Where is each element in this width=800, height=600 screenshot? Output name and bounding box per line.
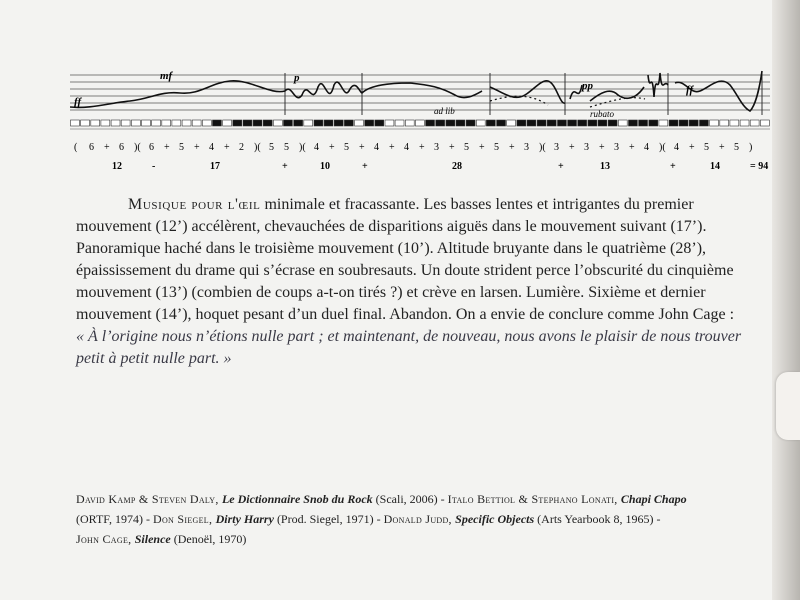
duration-block [689, 120, 698, 126]
reference-line-3: John Cage, Silence (Denoël, 1970) [76, 532, 247, 546]
duration-block [710, 120, 719, 126]
count-token: 3 [554, 142, 559, 153]
count-token: 4 [209, 142, 214, 153]
duration-block [223, 120, 232, 126]
duration-block [294, 120, 303, 126]
duration-block [263, 120, 272, 126]
duration-block [182, 120, 191, 126]
duration-block [304, 120, 313, 126]
count-token: + [104, 142, 110, 153]
reference-line-1: David Kamp & Steven Daly, Le Dictionnaire Snob du Rock (Scali, 2006) - Italo Bettiol & Stephano Lonati, Chapi Chapo [76, 492, 687, 506]
duration-blocks [71, 120, 770, 126]
duration-block [568, 120, 577, 126]
duration-block [740, 120, 749, 126]
duration-block [385, 120, 394, 126]
dynamic-pp: pp [582, 80, 593, 92]
duration-block [172, 120, 181, 126]
count-token: + [164, 142, 170, 153]
duration-block [588, 120, 597, 126]
count-total: 10 [320, 161, 330, 172]
duration-block [679, 120, 688, 126]
count-token: 4 [314, 142, 319, 153]
duration-block [669, 120, 678, 126]
count-token: + [389, 142, 395, 153]
count-token: 3 [584, 142, 589, 153]
count-token: 2 [239, 142, 244, 153]
duration-block [284, 120, 293, 126]
count-token: 3 [434, 142, 439, 153]
duration-block [507, 120, 516, 126]
count-token: + [224, 142, 230, 153]
count-token: + [479, 142, 485, 153]
duration-block [750, 120, 759, 126]
duration-block [629, 120, 638, 126]
count-total: - [152, 161, 156, 172]
count-token: 4 [404, 142, 409, 153]
ref-title-chapi-chapo: Chapi Chapo [620, 492, 687, 506]
count-total: 17 [210, 161, 220, 172]
count-token: )( [299, 142, 306, 153]
direction-rubato: rubato [590, 109, 615, 119]
count-token: )( [539, 142, 546, 153]
count-token: )( [254, 142, 261, 153]
paragraph-line-4: épaississement du drame qui s’écrase en soubresauts. Un doute strident perce l’obscurité du cinquième [76, 262, 734, 279]
duration-block [547, 120, 556, 126]
reference-line-2: (ORTF, 1974) - Don Siegel, Dirty Harry (Prod. Siegel, 1971) - Donald Judd, Specific Objects (Arts Yearbook 8, 1965) - [76, 512, 661, 526]
count-token: + [689, 142, 695, 153]
count-token: + [329, 142, 335, 153]
lead-caps: Musique pour l'œil [128, 196, 261, 213]
duration-block [243, 120, 252, 126]
duration-block [598, 120, 607, 126]
count-token: )( [659, 142, 666, 153]
count-token: ( [74, 142, 78, 153]
duration-block [720, 120, 729, 126]
paragraph-line-1: Musique pour l'œil minimale et fracassante. Les basses lentes et intrigantes du premier [128, 196, 694, 213]
ref-title-dirty-harry: Dirty Harry [215, 512, 274, 526]
ref-title-specific-objects: Specific Objects [455, 512, 535, 526]
duration-block [142, 120, 151, 126]
count-token: 5 [704, 142, 709, 153]
duration-block [375, 120, 384, 126]
duration-block [537, 120, 546, 126]
duration-block [81, 120, 90, 126]
duration-block [415, 120, 424, 126]
duration-block [152, 120, 161, 126]
duration-block [497, 120, 506, 126]
duration-block [324, 120, 333, 126]
count-token: + [629, 142, 635, 153]
paragraph-line-3: Panoramique haché dans le troisième mouvement (10’). Altitude bruyante dans le quatrième (28’), [76, 240, 707, 257]
count-token: 5 [284, 142, 289, 153]
duration-block [700, 120, 709, 126]
count-row-bottom [112, 161, 768, 172]
duration-block [527, 120, 536, 126]
duration-block [162, 120, 171, 126]
count-token: + [719, 142, 725, 153]
duration-block [558, 120, 567, 126]
duration-block [344, 120, 353, 126]
duration-block [253, 120, 262, 126]
count-token: 5 [734, 142, 739, 153]
count-total: = 94 [750, 161, 769, 172]
dynamic-mf: mf [160, 70, 173, 82]
page-tab [776, 372, 800, 440]
count-token: + [509, 142, 515, 153]
duration-block [659, 120, 668, 126]
count-token: 5 [494, 142, 499, 153]
duration-block [233, 120, 242, 126]
count-token: 5 [269, 142, 274, 153]
duration-block [476, 120, 485, 126]
duration-block [446, 120, 455, 126]
count-total: 28 [452, 161, 462, 172]
count-total: + [558, 161, 564, 172]
duration-block [202, 120, 211, 126]
dynamic-ff-1: ff [74, 96, 82, 108]
duration-block [730, 120, 739, 126]
count-token: 4 [374, 142, 379, 153]
dynamic-ff-2: ff [686, 84, 694, 96]
graphic-score [70, 65, 770, 185]
ref-title-silence: Silence [134, 532, 171, 546]
duration-block [273, 120, 282, 126]
dynamic-p: p [294, 72, 300, 84]
duration-block [608, 120, 617, 126]
duration-block [578, 120, 587, 126]
count-token: 5 [464, 142, 469, 153]
count-token: )( [134, 142, 141, 153]
duration-block [71, 120, 80, 126]
duration-block [395, 120, 404, 126]
paragraph-line-5: mouvement (13’) (combien de coups a-t-on tirés ?) et crève en larsen. Lumière. Sixième et dernier [76, 284, 706, 301]
ref-title-dictionnaire: Le Dictionnaire Snob du Rock [221, 492, 373, 506]
count-token: 5 [344, 142, 349, 153]
duration-block [618, 120, 627, 126]
duration-block [486, 120, 495, 126]
count-token: + [599, 142, 605, 153]
duration-block [101, 120, 110, 126]
duration-block [466, 120, 475, 126]
duration-block [355, 120, 364, 126]
count-total: 12 [112, 161, 122, 172]
count-total: + [282, 161, 288, 172]
page-edge [772, 0, 800, 600]
paragraph-line-6: mouvement (14’), hoquet pesant d’un duel final. Abandon. On a envie de conclure comme John Cage : [76, 306, 735, 323]
duration-block [517, 120, 526, 126]
count-total: + [362, 161, 368, 172]
duration-block [111, 120, 120, 126]
duration-block [436, 120, 445, 126]
waveform-line [70, 71, 762, 111]
duration-block [456, 120, 465, 126]
duration-block [314, 120, 323, 126]
duration-block [405, 120, 414, 126]
count-token: + [194, 142, 200, 153]
duration-block [121, 120, 130, 126]
count-token: 3 [614, 142, 619, 153]
count-token: + [449, 142, 455, 153]
count-token: 4 [644, 142, 649, 153]
duration-block [649, 120, 658, 126]
duration-block [639, 120, 648, 126]
count-total: + [670, 161, 676, 172]
duration-block [213, 120, 222, 126]
count-total: 13 [600, 161, 610, 172]
duration-block [91, 120, 100, 126]
count-token: + [569, 142, 575, 153]
count-token: 6 [119, 142, 124, 153]
count-token: 6 [89, 142, 94, 153]
duration-block [192, 120, 201, 126]
count-row-top [74, 142, 752, 153]
cage-quote-line-1: « À l’origine nous n’étions nulle part ; et maintenant, de nouveau, nous avons le plaisir de nous trouver [76, 328, 742, 345]
count-token: 3 [524, 142, 529, 153]
cage-quote-line-2: petit à petit nulle part. » [76, 350, 232, 367]
duration-block [131, 120, 140, 126]
count-token: 4 [674, 142, 679, 153]
duration-block [334, 120, 343, 126]
duration-block [365, 120, 374, 126]
duration-block [426, 120, 435, 126]
count-token: + [359, 142, 365, 153]
count-total: 14 [710, 161, 720, 172]
count-token: ) [749, 142, 753, 153]
count-token: 5 [179, 142, 184, 153]
count-token: 6 [149, 142, 154, 153]
paragraph-line-2: mouvement (12’) accélèrent, chevauchées de disparitions aiguës dans le mouvement suivant (17’). [76, 218, 707, 235]
count-token: + [419, 142, 425, 153]
direction-ad-lib: ad lib [434, 106, 455, 116]
duration-block [760, 120, 769, 126]
